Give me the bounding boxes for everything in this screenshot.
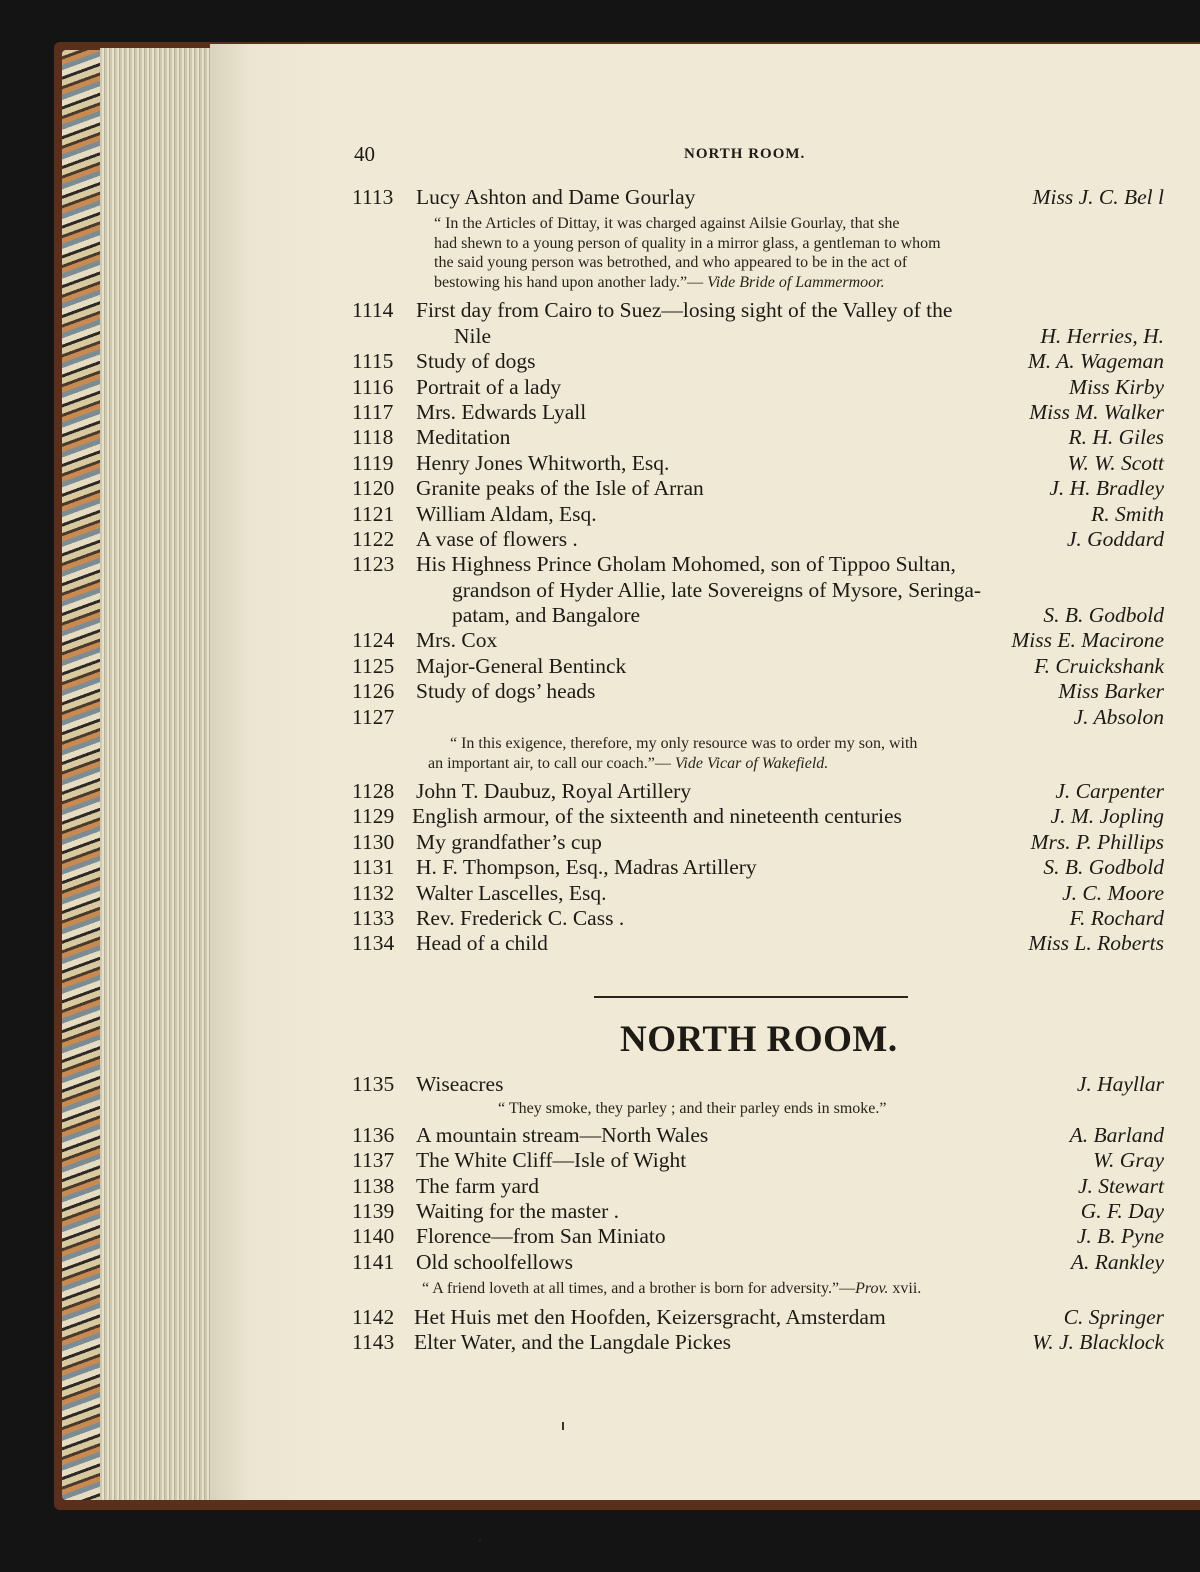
entry-artist: G. F. Day [1080,1199,1164,1224]
catalogue-entry [352,527,1164,552]
entry-title: Old schoolfellows [416,1249,574,1274]
entry-artist: J. M. Jopling [1050,804,1164,829]
entry-number: 1119 [352,450,394,475]
entry-title: Lucy Ashton and Dame Gourlay [416,185,696,209]
entry-artist: S. B. Godbold [1043,855,1164,880]
entry-number: 1130 [352,829,395,854]
entry-title: English armour, of the sixteenth and nineteenth centuries [412,804,902,829]
quote-text: “ A friend loveth at all times, and a brother is born for adversity.”— [422,1280,856,1298]
catalogue-entry [352,298,1164,323]
entry-number: 1131 [352,855,395,880]
entry-number: 1137 [352,1148,395,1173]
catalogue-entry [352,349,1164,374]
entry-number: 1139 [352,1199,395,1224]
entry-number: 1142 [352,1304,395,1329]
catalogue-entry [352,830,1164,855]
catalogue-entry [352,1330,1164,1355]
entry-title: The White Cliff—Isle of Wight [416,1148,687,1173]
entry-artist: A. Rankley [1070,1249,1164,1274]
catalogue-entry [352,1224,1164,1249]
section-divider [594,996,908,998]
entry-number: 1126 [352,679,395,704]
quote-source: Vide Bride of Lammermoor. [707,273,885,291]
entry-artist: H. Herries, H. [1040,323,1164,348]
entry-artist: Miss J. C. Bel l [1032,185,1164,209]
entry-title: His Highness Prince Gholam Mohomed, son of Tippoo Sultan, [416,552,956,577]
entry-artist: W. Gray [1093,1148,1164,1173]
quote-line: “ In this exigence, therefore, my only resource was to order my son, with [450,735,918,753]
catalogue-entry [352,705,1164,730]
entry-number: 1141 [352,1249,395,1274]
entry-number: 1125 [352,653,395,678]
entry-title: Florence—from San Miniato [416,1224,666,1249]
entry-title-cont: grandson of Hyder Allie, late Sovereigns of Mysore, Seringa- [452,577,982,602]
entry-artist: J. Carpenter [1055,779,1164,804]
ink-mark [562,1422,564,1430]
quote-text: an important air, to call our coach.”— [428,754,675,772]
catalogue-entries [352,185,1164,957]
entry-title: William Aldam, Esq. [416,501,597,526]
catalogue-entry [352,1148,1164,1173]
entry-artist: J. Stewart [1078,1173,1164,1198]
entry-artist: F. Cruickshank [1034,653,1164,678]
quote-text: bestowing his hand upon another lady.”— [434,273,708,291]
catalogue-entry [352,1123,1164,1148]
catalogue-entry [352,1250,1164,1275]
quote-line [428,754,1164,774]
entry-title: The farm yard [416,1173,539,1198]
section-title: NORTH ROOM. [620,1019,898,1060]
entry-number: 1118 [352,425,394,450]
entry-number: 1113 [352,185,394,209]
entry-title: Study of dogs [416,349,536,374]
catalogue-entry [352,855,1164,880]
entry-continuation [352,578,1164,603]
marbled-edge [62,50,102,1500]
entry-number: 1123 [352,552,395,577]
entry-artist: S. B. Godbold [1043,603,1164,628]
entry-title: Rev. Frederick C. Cass . [416,905,625,930]
catalogue-entry [352,451,1164,476]
entry-number: 1122 [352,526,395,551]
quote-line [434,273,1164,293]
entry-number: 1114 [352,298,394,323]
entry-number: 1115 [352,349,394,374]
entry-title: Mrs. Edwards Lyall [416,399,587,424]
entry-number: 1132 [352,880,395,905]
entry-title-cont: Nile [454,323,492,348]
entry-number: 1120 [352,476,395,501]
entry-artist: C. Springer [1063,1304,1164,1329]
quotation [434,214,1164,292]
quotation [428,734,1164,773]
entry-artist: R. H. Giles [1068,425,1164,450]
entry-title: Portrait of a lady [416,374,562,399]
entry-title: Meditation [416,425,511,450]
entry-artist: J. Hayllar [1076,1072,1164,1096]
running-head: NORTH ROOM. [684,146,806,162]
catalogue-entry [352,779,1164,804]
catalogue-entry [352,1072,1164,1097]
entry-artist: W. J. Blacklock [1032,1330,1164,1355]
entry-artist: Mrs. P. Phillips [1030,829,1164,854]
quote-line: the said young person was betrothed, and who appeared to be in the act of [434,254,908,272]
entry-title-cont: patam, and Bangalore [452,603,641,628]
quotation [422,1279,1164,1299]
entry-title: Head of a child [416,931,548,956]
entry-title: My grandfather’s cup [416,829,602,854]
entry-title: Wiseacres [416,1072,504,1096]
entry-title: John T. Daubuz, Royal Artillery [416,779,692,804]
catalogue-entries-north-room [352,1072,1164,1356]
catalogue-entry [352,476,1164,501]
quotation: “ They smoke, they parley ; and their parley ends in smoke.” [498,1100,887,1118]
catalogue-entry [352,881,1164,906]
entry-continuation [352,324,1164,349]
quote-source: Prov. [855,1280,889,1298]
entry-number: 1143 [352,1330,395,1355]
entry-artist: J. Goddard [1066,526,1164,551]
entry-number: 1135 [352,1072,395,1096]
entry-title: Elter Water, and the Langdale Pickes [414,1330,731,1355]
catalogue-entry [352,906,1164,931]
entry-artist: Miss E. Macirone [1011,628,1164,653]
catalogue-entry [352,375,1164,400]
catalogue-entry [352,425,1164,450]
entry-number: 1117 [352,399,394,424]
entry-artist: M. A. Wageman [1027,349,1164,374]
catalogue-entry [352,931,1164,956]
entry-number: 1127 [352,704,395,729]
entry-artist: J. B. Pyne [1076,1224,1164,1249]
catalogue-entry [352,654,1164,679]
entry-number: 1133 [352,905,395,930]
entry-artist: A. Barland [1069,1122,1164,1147]
entry-number: 1134 [352,931,395,956]
entry-number: 1136 [352,1122,395,1147]
entry-title: Henry Jones Whitworth, Esq. [416,450,670,475]
entry-artist: F. Rochard [1069,905,1164,930]
entry-artist: R. Smith [1091,501,1164,526]
entry-artist: Miss Kirby [1069,374,1164,399]
entry-artist: W. W. Scott [1067,450,1164,475]
quote-line: “ In the Articles of Dittay, it was charged against Ailsie Gourlay, that she [434,215,900,233]
entry-number: 1116 [352,374,394,399]
entry-number: 1138 [352,1173,395,1198]
catalogue-entry [352,628,1164,653]
quote-chapter: xvii. [888,1280,922,1298]
entry-title: First day from Cairo to Suez—losing sight of the Valley of the [416,298,953,323]
entry-artist: Miss M. Walker [1029,399,1164,424]
catalogue-entry [352,804,1164,829]
entry-title: Major-General Bentinck [416,653,627,678]
catalogue-entry [352,185,1164,210]
entry-continuation [352,603,1164,628]
entry-title: Mrs. Cox [416,628,498,653]
catalogue-entry [352,1174,1164,1199]
catalogue-entry [352,502,1164,527]
quote-source: Vide Vicar of Wakefield. [674,754,829,772]
entry-artist: Miss L. Roberts [1028,931,1164,956]
catalogue-entry [352,1199,1164,1224]
entry-number: 1129 [352,804,395,829]
entry-artist: J. H. Bradley [1049,476,1164,501]
entry-artist: J. C. Moore [1062,880,1164,905]
entry-title: H. F. Thompson, Esq., Madras Artillery [416,855,757,880]
catalogue-entry [352,1305,1164,1330]
entry-artist: Miss Barker [1058,679,1164,704]
entry-title: Waiting for the master . [416,1199,620,1224]
catalogue-entry [352,679,1164,704]
catalogue-entry [352,400,1164,425]
page-edges [100,48,218,1500]
entry-title: Het Huis met den Hoofden, Keizersgracht, Amsterdam [414,1304,886,1329]
entry-number: 1140 [352,1224,395,1249]
entry-number: 1124 [352,628,395,653]
quote-line: had shewn to a young person of quality in a mirror glass, a gentleman to whom [434,234,941,252]
entry-title: A mountain stream—North Wales [416,1122,709,1147]
entry-title: Granite peaks of the Isle of Arran [416,476,704,501]
entry-title: Study of dogs’ heads [416,679,596,704]
entry-title: Walter Lascelles, Esq. [416,880,607,905]
entry-number: 1128 [352,779,395,804]
catalogue-entry [352,552,1164,577]
entry-artist: J. Absolon [1073,704,1164,729]
entry-number: 1121 [352,501,395,526]
entry-title: A vase of flowers . [416,526,578,551]
page-number: 40 [354,142,375,166]
